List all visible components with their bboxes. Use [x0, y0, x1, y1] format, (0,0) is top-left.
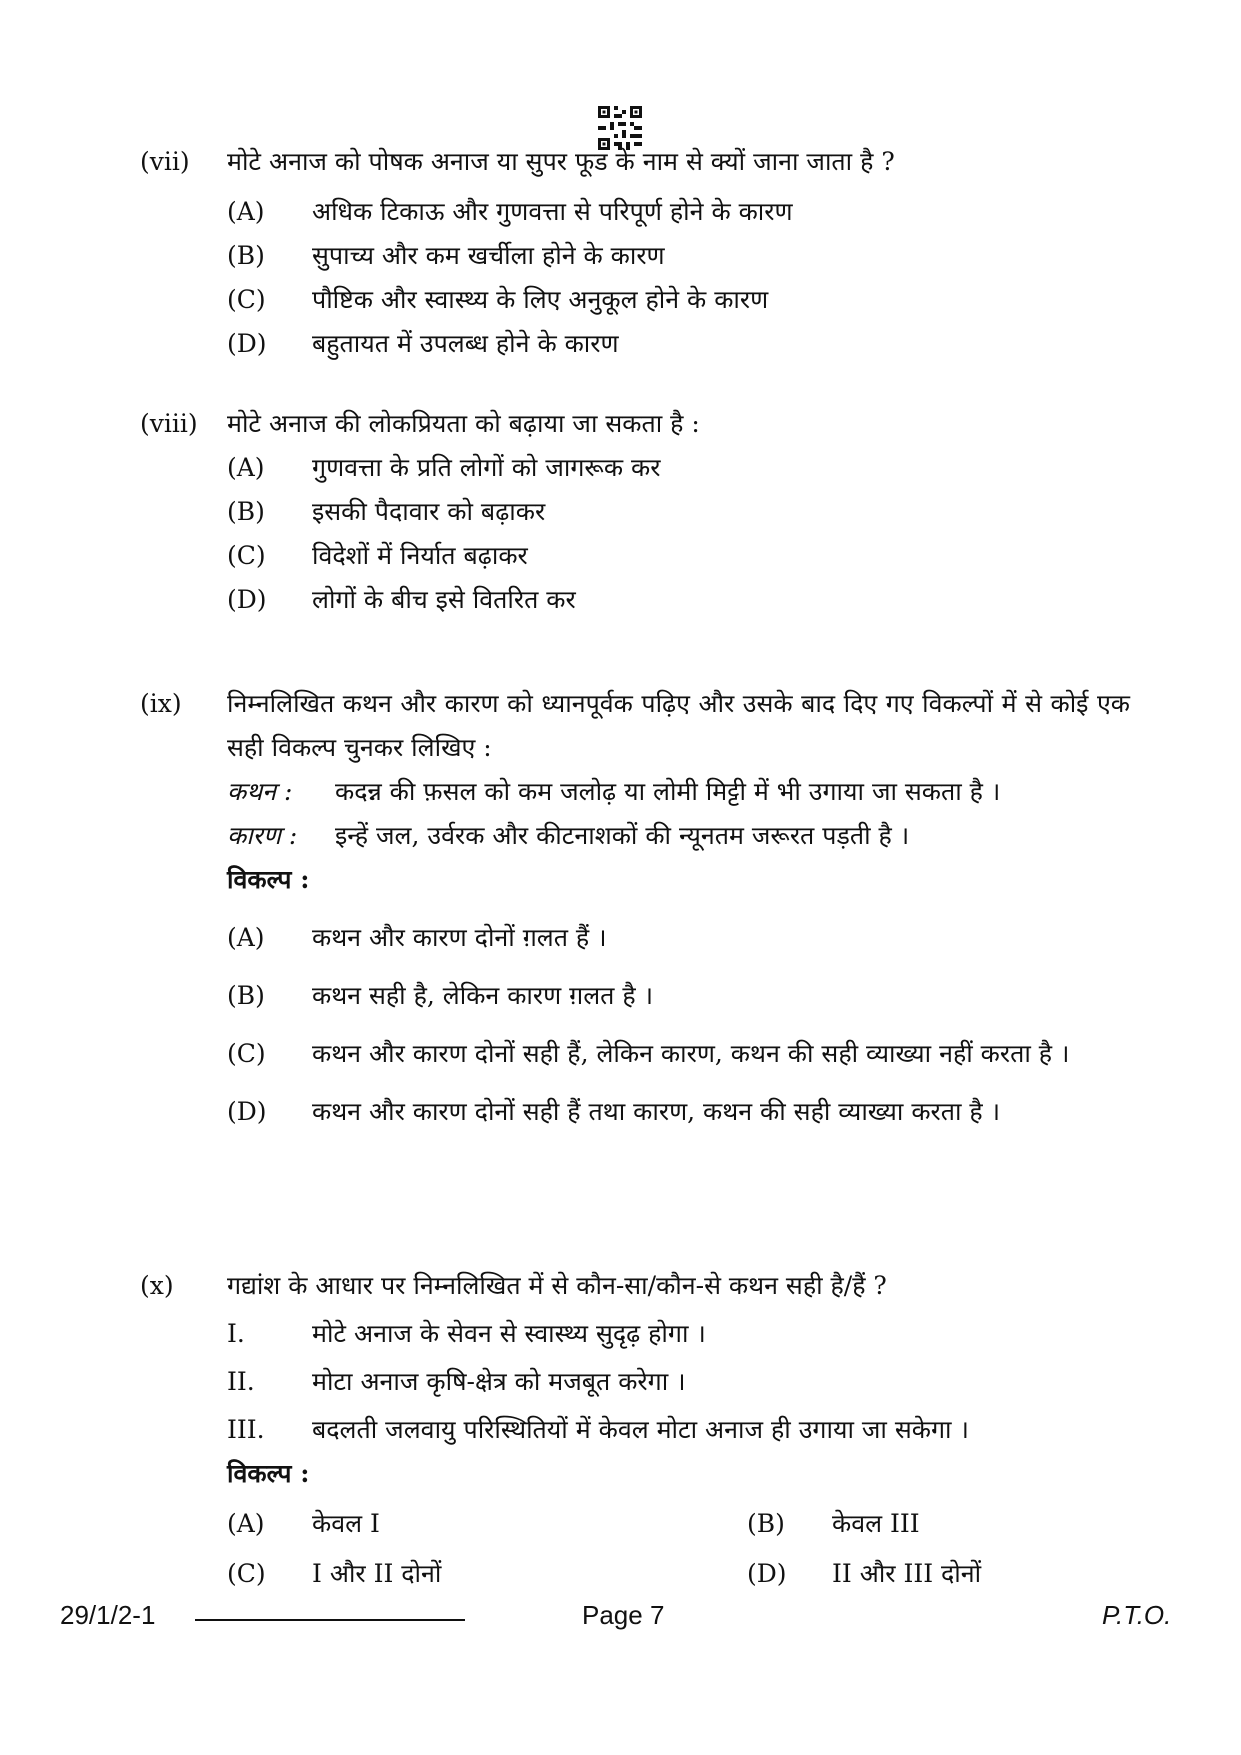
statement-iii: III. बदलती जलवायु परिस्थितियों में केवल मोटा अनाज ही उगाया जा सकेगा ।: [227, 1415, 969, 1444]
option-a: (A) कथन और कारण दोनों ग़लत हैं ।: [227, 923, 607, 952]
karan-reason: कारण : इन्हें जल, उर्वरक और कीटनाशकों की न्यूनतम जरूरत पड़ती है ।: [227, 821, 910, 850]
page-number: Page 7: [582, 1600, 665, 1630]
question-text: निम्नलिखित कथन और कारण को ध्यानपूर्वक पढ़िए और उसके बाद दिए गए विकल्पों में से कोई एक सही विकल्प चुनकर लिखिए :: [227, 689, 1130, 762]
question-viii: [140, 402, 1130, 622]
question-number: (viii): [140, 409, 198, 438]
vikalp-heading: विकल्प :: [227, 865, 310, 894]
question-text: मोटे अनाज की लोकप्रियता को बढ़ाया जा सकता है :: [227, 409, 700, 438]
option-d: (D) बहुतायत में उपलब्ध होने के कारण: [227, 329, 619, 358]
question-x: [140, 1264, 1130, 1602]
option-c: (C) विदेशों में निर्यात बढ़ाकर: [227, 541, 528, 570]
options-grid: (A) केवल I (B) केवल III (C) I और II दोनों (D) II और III दोनों: [227, 1509, 982, 1588]
question-number: (ix): [140, 689, 182, 718]
option-c: (C) पौष्टिक और स्वास्थ्य के लिए अनुकूल होने के कारण: [227, 285, 769, 314]
question-number: (x): [140, 1271, 174, 1300]
kathan-statement: कथन : कदन्न की फ़सल को कम जलोढ़ या लोमी मिट्टी में भी उगाया जा सकता है ।: [227, 777, 1001, 806]
option-a: (A) गुणवत्ता के प्रति लोगों को जागरूक कर: [227, 453, 661, 482]
pto-label: P.T.O.: [1102, 1600, 1172, 1630]
page-footer: [0, 1600, 1241, 1640]
vikalp-heading: विकल्प :: [227, 1459, 310, 1488]
option-c: (C) कथन और कारण दोनों सही हैं, लेकिन कारण, कथन की सही व्याख्या नहीं करता है ।: [227, 1039, 1070, 1068]
question-text: गद्यांश के आधार पर निम्नलिखित में से कौन-सा/कौन-से कथन सही है/हैं ?: [227, 1271, 887, 1300]
statement-i: I. मोटे अनाज के सेवन से स्वास्थ्य सुदृढ़ होगा ।: [227, 1319, 706, 1348]
option-b: (B) सुपाच्य और कम खर्चीला होने के कारण: [227, 241, 665, 270]
option-b: (B) कथन सही है, लेकिन कारण ग़लत है ।: [227, 981, 654, 1010]
footer-rule: [195, 1619, 465, 1621]
option-a: (A) अधिक टिकाऊ और गुणवत्ता से परिपूर्ण होने के कारण: [227, 197, 793, 226]
question-ix: [140, 682, 1130, 1134]
question-number: (vii): [140, 147, 190, 176]
option-d: (D) कथन और कारण दोनों सही हैं तथा कारण, कथन की सही व्याख्या करता है ।: [227, 1097, 1001, 1126]
option-d: (D) लोगों के बीच इसे वितरित कर: [227, 585, 576, 614]
statement-ii: II. मोटा अनाज कृषि-क्षेत्र को मजबूत करेगा ।: [227, 1367, 686, 1396]
paper-code: 29/1/2-1: [60, 1600, 156, 1630]
question-text: मोटे अनाज को पोषक अनाज या सुपर फूड के नाम से क्यों जाना जाता है ?: [227, 147, 895, 176]
option-b: (B) इसकी पैदावार को बढ़ाकर: [227, 497, 546, 526]
question-vii: [140, 140, 1130, 366]
